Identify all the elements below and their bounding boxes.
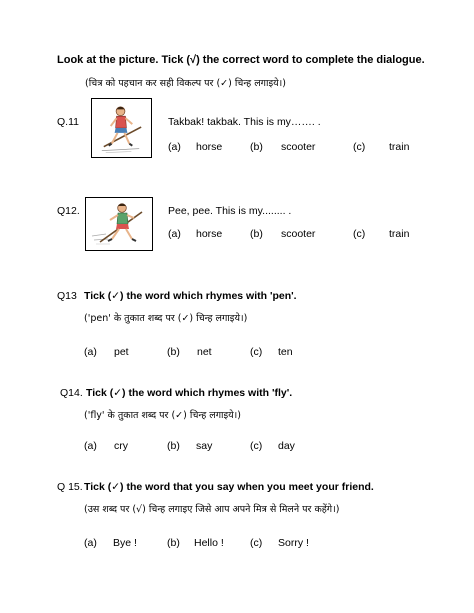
q15-option-b-key: (b) — [167, 537, 180, 549]
q11-horse-riding-picture — [91, 98, 152, 158]
q13-text: Tick (✓) the word which rhymes with 'pen'. — [84, 290, 297, 302]
q11-number: Q.11 — [57, 116, 79, 128]
q11-option-c[interactable]: train — [389, 141, 410, 153]
q12-number: Q12. — [57, 205, 80, 217]
q15-hindi: (उस शब्द पर (√) चिन्ह लगाइए जिसे आप अपने मित्र से मिलने पर कहेंगे।) — [84, 504, 340, 515]
q13-option-c-key: (c) — [250, 346, 263, 358]
instruction-title: Look at the picture. Tick (√) the correct word to complete the dialogue. — [57, 54, 425, 66]
q15-option-c[interactable]: Sorry ! — [278, 537, 309, 549]
q12-option-a-key: (a) — [168, 228, 181, 240]
q12-text: Pee, pee. This is my........ . — [168, 205, 292, 217]
q11-option-b-key: (b) — [250, 141, 263, 153]
q13-number: Q13 — [57, 290, 77, 302]
q15-option-c-key: (c) — [250, 537, 263, 549]
q11-option-a[interactable]: horse — [196, 141, 223, 153]
q12-option-b-key: (b) — [250, 228, 263, 240]
q14-number: Q14. — [60, 387, 83, 399]
q14-option-b-key: (b) — [167, 440, 180, 452]
q14-option-c[interactable]: day — [278, 440, 295, 452]
q15-option-a-key: (a) — [84, 537, 97, 549]
q15-option-b[interactable]: Hello ! — [194, 537, 224, 549]
q13-option-b[interactable]: net — [197, 346, 212, 358]
q12-scooter-riding-picture — [85, 197, 153, 251]
q14-option-c-key: (c) — [250, 440, 263, 452]
q12-option-c-key: (c) — [353, 228, 366, 240]
q12-option-b[interactable]: scooter — [281, 228, 316, 240]
q13-option-b-key: (b) — [167, 346, 180, 358]
instruction-hindi: (चित्र को पहचान कर सही विकल्प पर (✓) चिन्ह लगाइये।) — [85, 78, 286, 89]
q11-option-b[interactable]: scooter — [281, 141, 316, 153]
q13-option-c[interactable]: ten — [278, 346, 293, 358]
q14-text: Tick (✓) the word which rhymes with 'fly'. — [86, 387, 293, 399]
q11-option-c-key: (c) — [353, 141, 366, 153]
q14-option-a[interactable]: cry — [114, 440, 128, 452]
q13-hindi: ('pen' के तुकात शब्द पर (✓) चिन्ह लगाइये।) — [84, 313, 248, 324]
q11-text: Takbak! takbak. This is my……. . — [168, 116, 321, 128]
q13-option-a-key: (a) — [84, 346, 97, 358]
q12-option-c[interactable]: train — [389, 228, 410, 240]
q14-option-b[interactable]: say — [196, 440, 213, 452]
q13-option-a[interactable]: pet — [114, 346, 129, 358]
q11-option-a-key: (a) — [168, 141, 181, 153]
q15-text: Tick (✓) the word that you say when you meet your friend. — [84, 481, 374, 493]
q14-hindi: ('fly' के तुकात शब्द पर (✓) चिन्ह लगाइये।) — [84, 410, 241, 421]
q15-number: Q 15. — [57, 481, 83, 493]
q14-option-a-key: (a) — [84, 440, 97, 452]
q15-option-a[interactable]: Bye ! — [113, 537, 137, 549]
q12-option-a[interactable]: horse — [196, 228, 223, 240]
